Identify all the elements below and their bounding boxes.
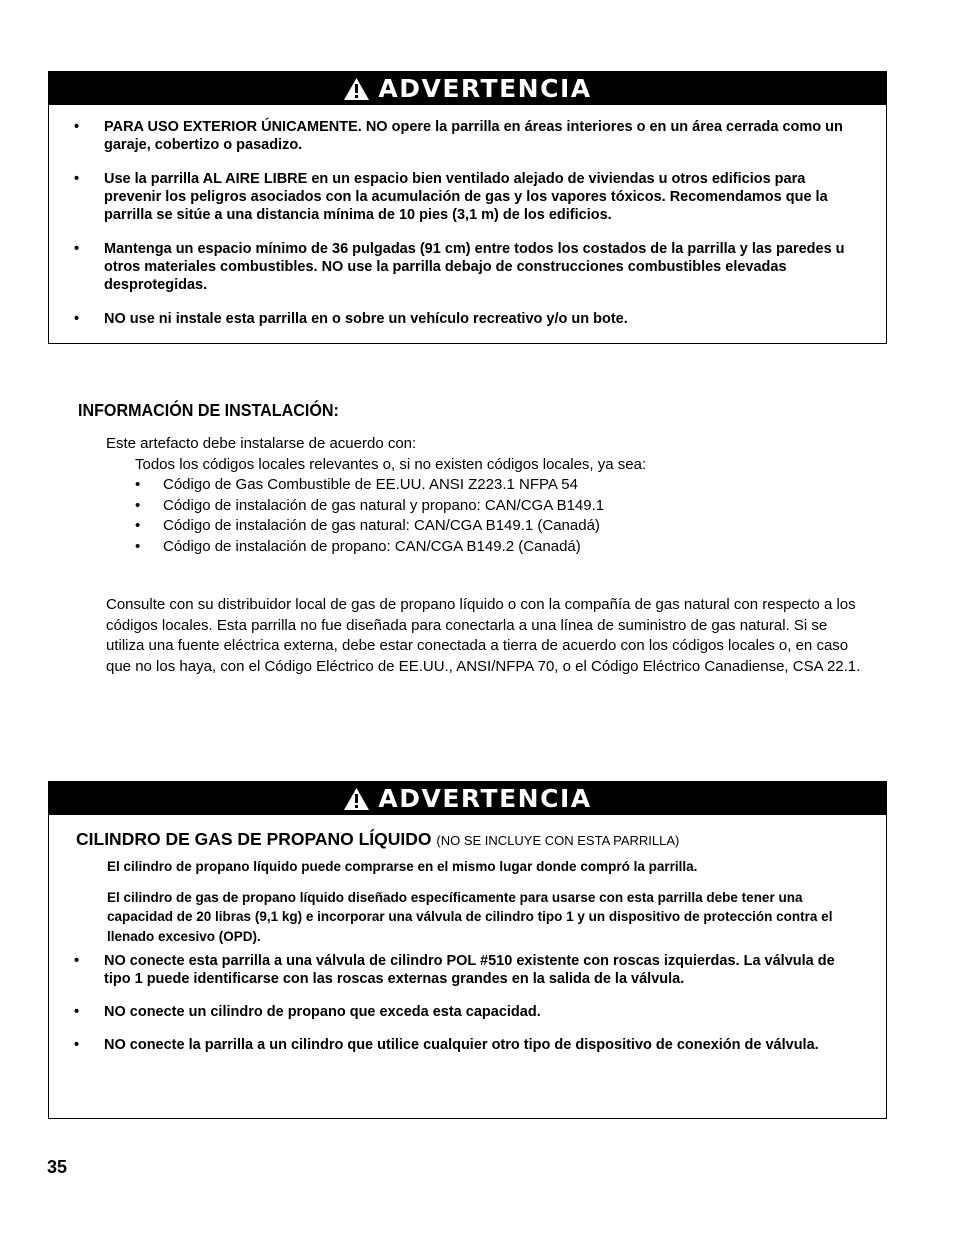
installation-info (106, 434, 866, 557)
warning-item (49, 240, 886, 294)
code-item (135, 475, 866, 496)
bullet-icon: • (74, 1037, 80, 1053)
warning-item-text: Use la parrilla AL AIRE LIBRE en un espacio bien ventilado alejado de viviendas u otros edificios para prevenir los peligros asociados con la acumulación de gas y los vapores tóxicos. Recomendamos que la parrilla se sitúe a una distancia mínima de 10 pies (3,1 m) de los edificios. (104, 171, 828, 223)
code-list (135, 475, 866, 557)
code-item (135, 537, 866, 558)
warning-header (49, 72, 886, 105)
bullet-icon: • (74, 241, 80, 257)
warning-list (49, 952, 886, 1054)
cylinder-title (76, 829, 886, 850)
warning-item (49, 952, 886, 988)
warning-item (49, 170, 886, 224)
warning-item (49, 1036, 886, 1054)
code-item-text: Código de instalación de propano: CAN/CGA B149.2 (Canadá) (163, 537, 581, 555)
warning-item-text: NO use ni instale esta parrilla en o sobre un vehículo recreativo y/o un bote. (104, 311, 628, 327)
consult-paragraph: Consulte con su distribuidor local de gas de propano líquido o con la compañía de gas natural con respecto a los códigos locales. Esta parrilla no fue diseñada para conectarla a una línea de suministro de gas natural. Si se utiliza una fuente eléctrica externa, debe estar conectada a tierra de acuerdo con los códigos locales o, en caso que no los haya, con el Código Eléctrico de EE.UU., ANSI/NFPA 70, o el Código Eléctrico Canadiense, CSA 22.1. (106, 596, 861, 675)
warning-list (49, 118, 886, 328)
warning-item (49, 310, 886, 328)
installation-intro: Este artefacto debe instalarse de acuerdo con: (106, 435, 417, 452)
bullet-icon: • (135, 496, 141, 514)
code-item-text: Código de Gas Combustible de EE.UU. ANSI Z223.1 NFPA 54 (163, 476, 578, 493)
installation-heading: INFORMACIÓN DE INSTALACIÓN: (78, 400, 339, 420)
warning-triangle-icon (343, 77, 370, 101)
warning-box-outdoor-use (48, 71, 887, 344)
page-number: 35 (47, 1157, 68, 1177)
cylinder-paragraph: El cilindro de propano líquido puede comprarse en el mismo lugar donde compró la parrilla. (107, 859, 698, 874)
code-item-text: Código de instalación de gas natural y propano: CAN/CGA B149.1 (163, 496, 605, 514)
bullet-icon: • (135, 537, 141, 555)
warning-box-propane-cylinder (48, 781, 887, 1119)
warning-header (49, 782, 886, 815)
bullet-icon: • (74, 119, 80, 135)
bullet-icon: • (135, 517, 141, 534)
bullet-icon: • (74, 953, 80, 969)
warning-item (49, 118, 886, 154)
cylinder-paragraph: El cilindro de gas de propano líquido diseñado específicamente para usarse con esta parrilla debe tener una capacidad de 20 libras (9,1 kg) e incorporar una válvula de cilindro tipo 1 y un dispositivo de protección contra el llenado excesivo (OPD). (107, 889, 833, 944)
warning-title: ADVERTENCIA (378, 74, 592, 103)
code-item (135, 516, 866, 537)
bullet-icon: • (74, 311, 80, 327)
code-item (135, 496, 866, 517)
warning-item-text: NO conecte un cilindro de propano que exceda esta capacidad. (104, 1004, 541, 1020)
installation-sub-intro: Todos los códigos locales relevantes o, si no existen códigos locales, ya sea: (135, 455, 647, 473)
bullet-icon: • (74, 1004, 80, 1020)
warning-title: ADVERTENCIA (378, 784, 592, 813)
cylinder-title-note: (NO SE INCLUYE CON ESTA PARRILLA) (436, 833, 680, 848)
warning-item-text: Mantenga un espacio mínimo de 36 pulgadas (91 cm) entre todos los costados de la parrilla y las paredes u otros materiales combustibles. NO use la parrilla debajo de construcciones combustibles elevadas desprotegidas. (104, 241, 845, 293)
warning-item-text: NO conecte esta parrilla a una válvula de cilindro POL #510 existente con roscas izquierdas. La válvula de tipo 1 puede identificarse con las roscas externas grandes en la salida de la válvula. (104, 953, 835, 987)
bullet-icon: • (74, 171, 80, 187)
bullet-icon: • (135, 476, 141, 493)
warning-triangle-icon (343, 787, 370, 811)
cylinder-title-text: CILINDRO DE GAS DE PROPANO LÍQUIDO (76, 829, 432, 849)
warning-item-text: NO conecte la parrilla a un cilindro que utilice cualquier otro tipo de dispositivo de conexión de válvula. (104, 1037, 819, 1053)
warning-item (49, 1003, 886, 1021)
code-item-text: Código de instalación de gas natural: CAN/CGA B149.1 (Canadá) (163, 517, 600, 534)
warning-item-text: PARA USO EXTERIOR ÚNICAMENTE. NO opere la parrilla en áreas interiores o en un área cerrada como un garaje, cobertizo o pasadizo. (104, 119, 843, 153)
